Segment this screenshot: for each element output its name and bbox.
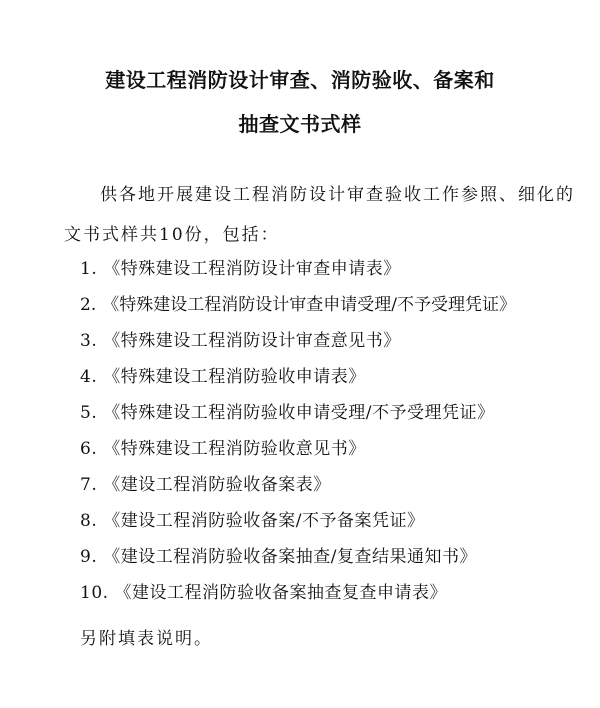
intro-line-1: 供各地开展建设工程消防设计审查验收工作参照、细化的 — [100, 185, 575, 205]
document-title-line-1: 建设工程消防设计审查、消防验收、备案和 — [105, 68, 495, 92]
list-item — [80, 582, 516, 618]
list-item-text: 《特殊建设工程消防设计审查申请受理/不予受理凭证》 — [102, 295, 516, 315]
list-item-text: 《建设工程消防验收备案表》 — [103, 475, 331, 495]
intro-line-2: 文书式样共10份，包括： — [64, 225, 280, 245]
list-item-number: 4. — [80, 367, 98, 387]
document-title-line-2: 抽查文书式样 — [238, 112, 362, 136]
list-item-number: 9. — [80, 547, 98, 567]
list-item — [80, 546, 516, 582]
list-item-text: 《特殊建设工程消防验收申请受理/不予受理凭证》 — [103, 403, 495, 423]
list-item-number: 10. — [80, 583, 109, 603]
list-item-number: 2. — [80, 295, 97, 315]
document-list — [80, 258, 516, 618]
list-item — [80, 366, 516, 402]
list-item — [80, 330, 516, 366]
list-item-text: 《建设工程消防验收备案抽查/复查结果通知书》 — [103, 547, 477, 567]
list-item-number: 3. — [80, 331, 98, 351]
list-item — [80, 474, 516, 510]
list-item — [80, 510, 516, 546]
list-item-number: 6. — [80, 439, 98, 459]
list-item — [80, 402, 516, 438]
list-item-text: 《特殊建设工程消防设计审查意见书》 — [103, 331, 401, 351]
list-item-text: 《建设工程消防验收备案/不予备案凭证》 — [103, 511, 425, 531]
list-item-text: 《特殊建设工程消防设计审查申请表》 — [103, 259, 401, 279]
list-item-number: 8. — [80, 511, 98, 531]
list-item-text: 《建设工程消防验收备案抽查复查申请表》 — [114, 583, 448, 603]
list-item-number: 7. — [80, 475, 98, 495]
list-item — [80, 294, 516, 330]
list-item-number: 5. — [80, 403, 98, 423]
list-item — [80, 258, 516, 294]
list-item-number: 1. — [80, 259, 98, 279]
list-item-text: 《特殊建设工程消防验收意见书》 — [103, 439, 366, 459]
closing-note: 另附填表说明。 — [80, 629, 213, 649]
list-item-text: 《特殊建设工程消防验收申请表》 — [103, 367, 366, 387]
list-item — [80, 438, 516, 474]
